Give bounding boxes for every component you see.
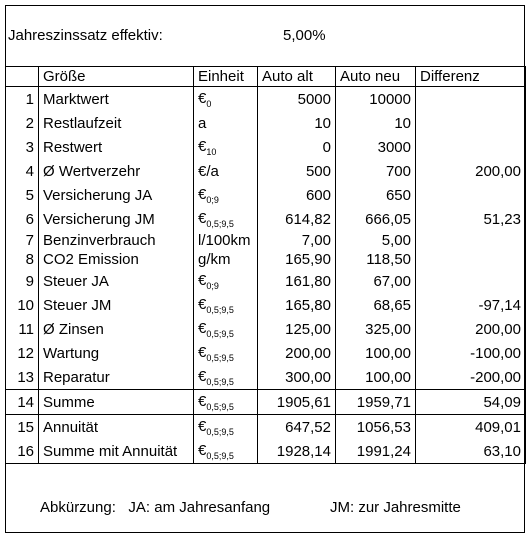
- row-differenz: [416, 231, 526, 250]
- row-name: Restwert: [39, 135, 194, 159]
- row-differenz: -97,14: [416, 293, 526, 317]
- table-row: [6, 231, 526, 250]
- row-differenz: -200,00: [416, 365, 526, 390]
- row-unit: [194, 365, 258, 390]
- table-row: [6, 269, 526, 293]
- row-differenz: [416, 135, 526, 159]
- row-differenz: 200,00: [416, 317, 526, 341]
- row-auto-neu: 100,00: [336, 365, 416, 390]
- row-auto-alt: 0: [258, 135, 336, 159]
- row-index: 11: [6, 317, 39, 341]
- row-auto-alt: 10: [258, 111, 336, 135]
- row-auto-alt: 165,90: [258, 250, 336, 269]
- table-row: [6, 341, 526, 365]
- row-auto-alt: 165,80: [258, 293, 336, 317]
- row-index: 1: [6, 87, 39, 112]
- row-auto-neu: 650: [336, 183, 416, 207]
- row-auto-alt: 161,80: [258, 269, 336, 293]
- unit-symbol: €: [198, 343, 207, 361]
- footer-abbrev: [40, 499, 270, 516]
- row-differenz: [416, 87, 526, 112]
- table-row: [6, 87, 526, 112]
- row-index: 15: [6, 415, 39, 440]
- row-auto-neu: 67,00: [336, 269, 416, 293]
- row-differenz: [416, 250, 526, 269]
- row-index: 10: [6, 293, 39, 317]
- row-auto-alt: 1928,14: [258, 439, 336, 464]
- row-index: 12: [6, 341, 39, 365]
- col-einheit: Einheit: [194, 67, 258, 87]
- table-row: [6, 293, 526, 317]
- table-row: [6, 365, 526, 390]
- row-name: Ø Wertverzehr: [39, 159, 194, 183]
- comparison-table: [5, 66, 526, 464]
- unit-symbol: €: [198, 392, 207, 410]
- row-differenz: 51,23: [416, 207, 526, 231]
- row-differenz: 63,10: [416, 439, 526, 464]
- unit-subscript: 0;9: [206, 194, 219, 205]
- row-auto-alt: 500: [258, 159, 336, 183]
- row-name: Summe mit Annuität: [39, 439, 194, 464]
- unit-symbol: €: [198, 137, 207, 155]
- table-row: [6, 317, 526, 341]
- row-index: 5: [6, 183, 39, 207]
- table-row: [6, 111, 526, 135]
- table-row: [6, 415, 526, 440]
- row-auto-alt: 614,82: [258, 207, 336, 231]
- row-name: Restlaufzeit: [39, 111, 194, 135]
- row-differenz: [416, 111, 526, 135]
- row-auto-neu: 700: [336, 159, 416, 183]
- footer-ja: JA: am Jahresanfang: [128, 499, 271, 516]
- col-auto-neu: Auto neu: [336, 67, 416, 87]
- unit-symbol: €: [198, 185, 207, 203]
- row-index: 8: [6, 250, 39, 269]
- row-auto-alt: 300,00: [258, 365, 336, 390]
- unit-symbol: €: [198, 417, 207, 435]
- row-name: CO2 Emission: [39, 250, 194, 269]
- row-unit: [194, 317, 258, 341]
- row-name: Reparatur: [39, 365, 194, 390]
- row-name: Marktwert: [39, 87, 194, 112]
- unit-symbol: €: [198, 295, 207, 313]
- row-unit: [194, 207, 258, 231]
- row-index: 3: [6, 135, 39, 159]
- row-name: Ø Zinsen: [39, 317, 194, 341]
- col-groesse: Größe: [39, 67, 194, 87]
- table-row: [6, 207, 526, 231]
- row-auto-alt: 600: [258, 183, 336, 207]
- unit-subscript: 0,5;9,5: [206, 426, 234, 437]
- row-unit: [194, 390, 258, 415]
- row-name: Versicherung JA: [39, 183, 194, 207]
- row-auto-alt: 7,00: [258, 231, 336, 250]
- row-name: Benzinverbrauch: [39, 231, 194, 250]
- interest-label: [8, 27, 163, 44]
- unit-subscript: 0: [206, 98, 212, 109]
- unit-symbol: €: [198, 271, 207, 289]
- row-differenz: -100,00: [416, 341, 526, 365]
- row-index: 16: [6, 439, 39, 464]
- row-index: 9: [6, 269, 39, 293]
- row-index: 7: [6, 231, 39, 250]
- unit-subscript: 0,5;9,5: [206, 304, 234, 315]
- unit-subscript: 0;9: [206, 280, 219, 291]
- row-unit: [194, 159, 258, 183]
- row-auto-neu: 68,65: [336, 293, 416, 317]
- footer-jm: JM: zur Jahresmitte: [330, 499, 461, 516]
- unit-symbol: €: [198, 441, 207, 459]
- row-unit: [194, 293, 258, 317]
- row-unit: [194, 183, 258, 207]
- row-auto-alt: 200,00: [258, 341, 336, 365]
- unit-symbol: €: [198, 319, 207, 337]
- row-unit: [194, 250, 258, 269]
- footer-label: Abkürzung:: [40, 499, 116, 516]
- row-auto-alt: 647,52: [258, 415, 336, 440]
- row-auto-neu: 1056,53: [336, 415, 416, 440]
- unit-subscript: 0,5;9,5: [206, 450, 234, 461]
- row-auto-neu: 3000: [336, 135, 416, 159]
- row-unit: [194, 269, 258, 293]
- row-name: Annuität: [39, 415, 194, 440]
- col-index: [6, 67, 39, 87]
- row-name: Wartung: [39, 341, 194, 365]
- unit-symbol: €: [198, 209, 207, 227]
- table-row: [6, 390, 526, 415]
- unit-subscript: 10: [206, 146, 217, 157]
- row-differenz: [416, 183, 526, 207]
- row-differenz: 200,00: [416, 159, 526, 183]
- row-index: 4: [6, 159, 39, 183]
- table-row: [6, 183, 526, 207]
- row-name: Steuer JM: [39, 293, 194, 317]
- unit-symbol: €: [198, 367, 207, 385]
- row-index: 13: [6, 365, 39, 390]
- table-row: [6, 135, 526, 159]
- row-auto-alt: 1905,61: [258, 390, 336, 415]
- row-unit: [194, 439, 258, 464]
- row-differenz: 54,09: [416, 390, 526, 415]
- header-row: [6, 67, 526, 87]
- unit-subscript: 0,5;9,5: [206, 328, 234, 339]
- row-unit: [194, 231, 258, 250]
- interest-label-text: Jahreszinssatz effektiv:: [8, 27, 163, 44]
- row-unit: [194, 415, 258, 440]
- interest-value: 5,00%: [283, 27, 326, 44]
- row-auto-neu: 100,00: [336, 341, 416, 365]
- unit-subscript: 0,5;9,5: [206, 218, 234, 229]
- row-auto-neu: 5,00: [336, 231, 416, 250]
- row-auto-neu: 325,00: [336, 317, 416, 341]
- unit-subscript: 0,5;9,5: [206, 376, 234, 387]
- col-auto-alt: Auto alt: [258, 67, 336, 87]
- row-auto-alt: 5000: [258, 87, 336, 112]
- col-differenz: Differenz: [416, 67, 526, 87]
- row-auto-alt: 125,00: [258, 317, 336, 341]
- unit-symbol: l/100km: [198, 232, 251, 249]
- row-differenz: [416, 269, 526, 293]
- unit-symbol: €/a: [198, 162, 219, 180]
- row-index: 2: [6, 111, 39, 135]
- row-auto-neu: 118,50: [336, 250, 416, 269]
- unit-subscript: 0,5;9,5: [206, 352, 234, 363]
- row-auto-neu: 1991,24: [336, 439, 416, 464]
- row-auto-neu: 10000: [336, 87, 416, 112]
- row-unit: [194, 135, 258, 159]
- row-unit: [194, 341, 258, 365]
- row-name: Versicherung JM: [39, 207, 194, 231]
- row-differenz: 409,01: [416, 415, 526, 440]
- row-index: 14: [6, 390, 39, 415]
- row-name: Summe: [39, 390, 194, 415]
- row-auto-neu: 10: [336, 111, 416, 135]
- unit-symbol: g/km: [198, 251, 231, 268]
- row-name: Steuer JA: [39, 269, 194, 293]
- row-unit: [194, 87, 258, 112]
- row-auto-neu: 666,05: [336, 207, 416, 231]
- unit-symbol: €: [198, 89, 207, 107]
- table-row: [6, 439, 526, 464]
- unit-symbol: a: [198, 114, 207, 132]
- table-row: [6, 250, 526, 269]
- row-auto-neu: 1959,71: [336, 390, 416, 415]
- unit-subscript: 0,5;9,5: [206, 401, 234, 412]
- row-unit: [194, 111, 258, 135]
- table-row: [6, 159, 526, 183]
- row-index: 6: [6, 207, 39, 231]
